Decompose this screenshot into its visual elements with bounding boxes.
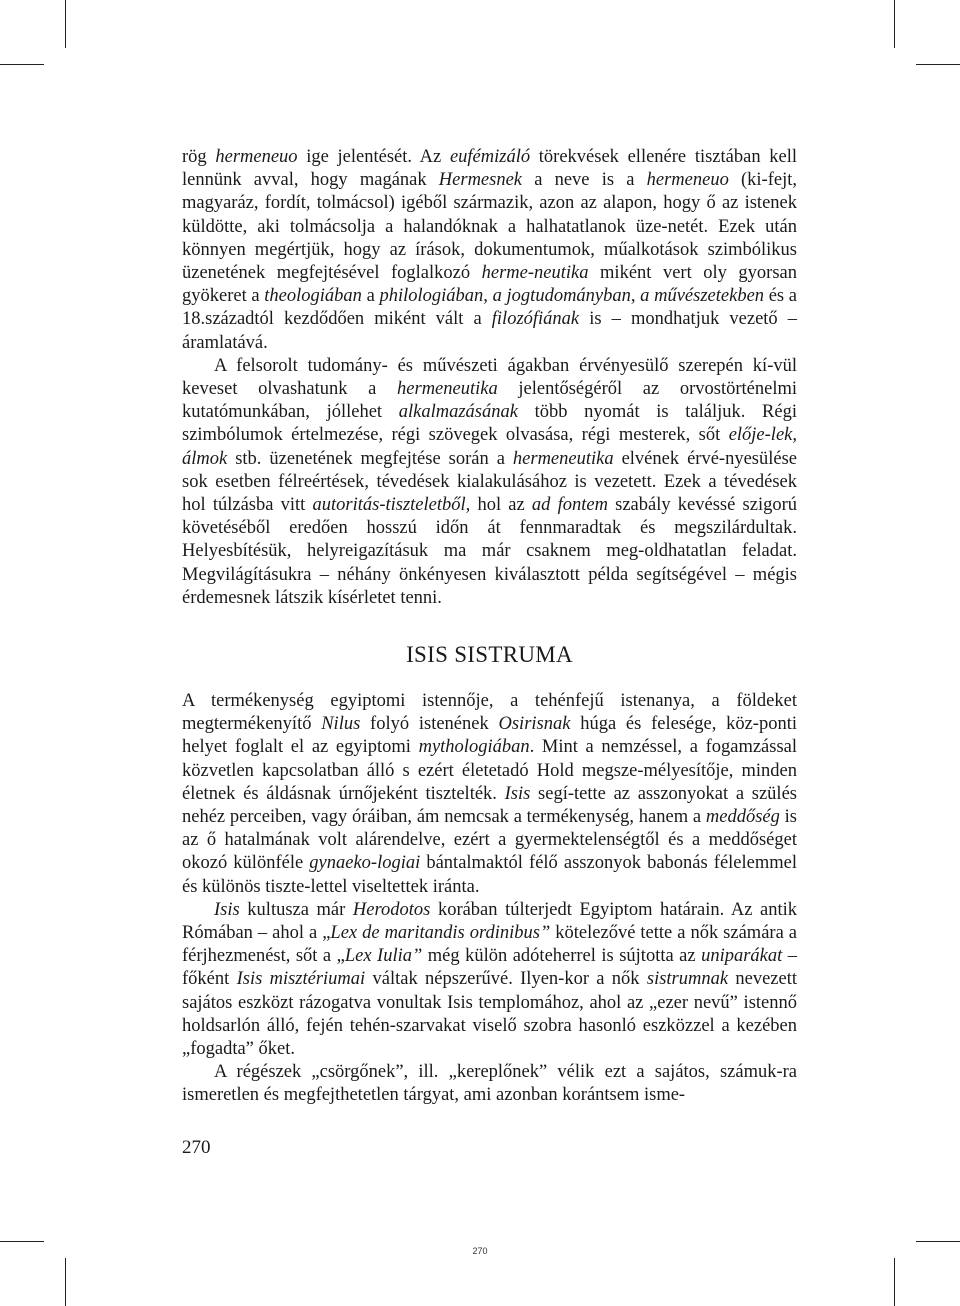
text-run: hol az [470,495,532,516]
italic-text: Isis [504,783,531,804]
text-run: kötelezővé tette a nők számára a férjhezmenést, sőt a „ [182,923,797,967]
italic-text: autoritás-tiszteletből, [312,495,471,516]
italic-text: hermeneuo [215,147,298,167]
italic-text: eufémizáló [449,147,531,167]
footer-page-number: 270 [472,1246,488,1256]
crop-mark-bottom-left [65,1258,66,1306]
paragraph [182,899,797,1061]
crop-mark-top-left [65,0,66,48]
text-run: A termékenység egyiptomi istennője, a tehénfejű istenanya, a földeket megtermékenyítő [182,691,797,735]
crop-mark-top-right-h [916,64,960,65]
text-run: rög [182,147,216,167]
section-heading: ISIS SISTRUMA [406,642,573,667]
paragraph [182,1061,797,1107]
text-run: kultusza már [239,899,353,920]
text-run: A régészek „csörgőnek”, ill. „kereplőnek” vélik ezt a sajátos, számuk-ra ismeretlen és megfejthetetlen tárgyat, ami azonban korántsem isme- [182,1062,797,1106]
crop-mark-top-right [894,0,895,48]
italic-text: uniparákat [701,946,783,967]
text-run: és a 18.századtól kezdődően miként vált a [182,286,798,330]
text-run: (ki-fejt, magyaráz, fordít, tolmácsol) igéből származik, azon az alapon, hogy ő az istenek küldötte, aki tolmácsolja a halandóknak a halhatatlanok üze-netét. Ezek után könnyen megértjük, hogy az írások, dokumentumok, műalkotások szimbólikus üzenetének megfejtésével foglalkozó [182,170,797,284]
italic-text: herme-neutika [481,263,589,284]
page-body [182,146,797,610]
text-run: bántalmaktól félő asszonyok babonás félelemmel és különös tiszte-lettel viseltettek iránta. [182,853,797,897]
text-run: több nyomát is találjuk. Régi szimbólumok értelmezése, régi szövegek olvasása, régi mesterek, sőt [182,402,797,446]
italic-text: Lex Iulia” [344,946,423,967]
text-run: is az ő hatalmának volt alárendelve, ezért a gyermektelenségtől és a meddőséget okozó különféle [182,807,797,874]
text-run: elvének érvé-nyesülése sok esetben félreértések, tévedések kialakulásához is vezetett. Ezek a tévedések hol túlzásba vitt [182,448,797,516]
italic-text: elője-lek, álmok [182,425,797,469]
italic-text: mythologiában [418,737,530,758]
text-run: húga és felesége, köz-ponti helyet foglalt el az egyiptomi [182,714,797,758]
italic-text: Nilus [321,714,361,735]
text-run: jelentőségéről az orvostörténelmi kutatómunkában, jóllehet [182,379,797,423]
italic-text: Hermesnek [438,170,523,191]
text-run: folyó istenének [360,714,499,735]
italic-text: philologiában, a jogtudományban, a művészetekben [379,286,765,307]
text-run: korában túlterjedt Egyiptom határain. Az antik Rómában – ahol a „ [182,899,797,944]
italic-text: gynaeko-logiai [309,853,421,874]
text-run: A felsorolt tudomány- és művészeti ágakban érvényesülő szerepén kí-vül keveset olvashatunk a [182,355,797,400]
italic-text: theologiában [264,286,362,307]
text-run: segí-tette az asszonyokat a szülés nehéz perceiben, vagy óráiban, ám nemcsak a termékenység, hanem a [182,783,797,828]
italic-text: hermeneutika [512,448,614,469]
text-run: nevezett sajátos eszközt rázogatva vonultak Isis templomához, ahol az „ezer nevű” istennő holdsarlón álló, fején tehén-szarvakat viselő szobra hasonló eszközzel a kezében „fogadta” őket. [182,969,798,1060]
italic-text: filozófiának [491,309,580,330]
crop-mark-bottom-right [894,1258,895,1306]
crop-mark-bottom-left-h [0,1241,44,1242]
italic-text: ad fontem [531,495,608,516]
crop-mark-bottom-right-h [916,1241,960,1242]
paragraph [182,146,797,355]
italic-text: meddőség [705,807,780,828]
text-run: stb. üzenetének megfejtése során a [227,448,513,469]
text-run: ige jelentését. Az [297,147,450,167]
italic-text: alkalmazásának [398,402,518,423]
text-run: is – mondhatjuk vezető – áramlatává. [182,309,798,353]
text-run: a neve is a [522,170,647,191]
italic-text: Isis misztériumai [236,969,366,990]
italic-text: Lex de maritandis ordinibus” [330,923,551,944]
paragraph [182,355,797,610]
italic-text: sistrumnak [646,969,729,990]
text-run: még külön adóteherrel is sújtotta az [422,946,702,967]
paragraph [182,690,797,899]
text-run: miként vert oly gyorsan gyökeret a [182,263,797,307]
italic-text: Isis [214,899,240,920]
text-run: szabály kevéssé szigorú követéséből eredően hosszú időn át fennmaradtak és megszilárdultak. Helyesbítésük, helyreigazításuk ma már csaknem meg-oldhatatlan feladat. Megvilágításukra – néhány önkényesen kiválasztott példa segítségével – mégis érdemesnek látszik kísérletet tenni. [182,495,797,608]
page-number: 270 [182,1137,211,1158]
page-body-section [182,690,797,1108]
text-run: . Mint a nemzéssel, a fogamzással közvetlen kapcsolatban álló s ezért életetadó Hold megsze-mélyesítője, minden életnek és áldásnak úrnőjeként tisztelték. [182,737,797,804]
crop-mark-top-left-h [0,64,44,65]
italic-text: hermeneutika [397,379,498,400]
italic-text: Osirisnak [498,714,571,735]
text-run: a [361,286,380,307]
italic-text: hermeneuo [646,170,729,191]
italic-text: Herodotos [352,899,431,920]
text-run: törekvések ellenére tisztában kell lennünk avval, hogy magának [182,147,797,191]
text-run: váltak népszerűvé. Ilyen-kor a nők [365,969,647,990]
text-run: – főként [182,946,798,990]
